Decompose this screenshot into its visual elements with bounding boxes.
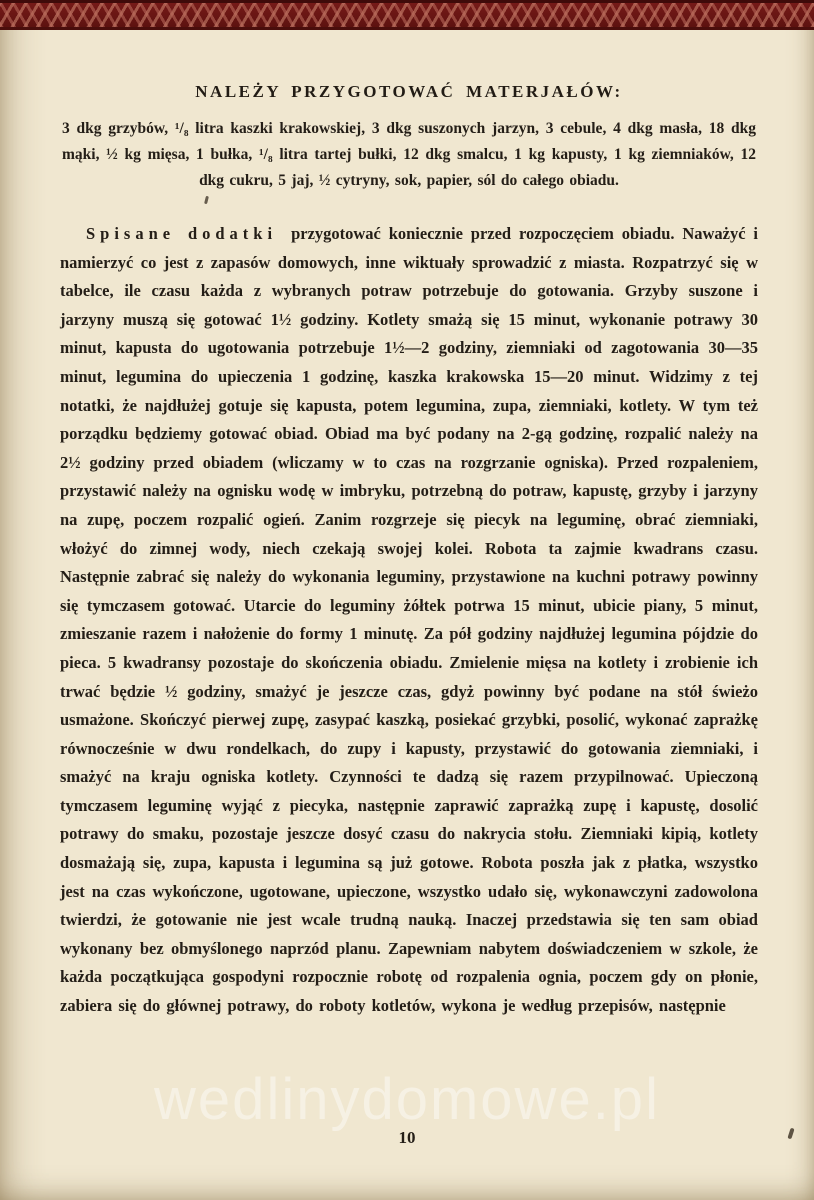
- body-rest-text: przygotować koniecznie przed rozpoczęciem obiadu. Naważyć i namierzyć co jest z zapasów domowych, inne wiktuały sprowadzić z miasta. Rozpatrzyć się w tabelce, ile czasu każda z wybranych potraw potrzebuje do gotowania. Grzyby suszone i jarzyny muszą się gotować 1½ godziny. Kotlety smażą się 15 minut, wykonanie potrawy 30 minut, kapusta do ugotowania potrzebuje 1½—2 godziny, ziemniaki od zagotowania 30—35 minut, legumina do upieczenia 1 godzinę, kaszka krakowska 15—20 minut. Widzimy z tej notatki, że najdłużej gotuje się kapusta, potem legumina, zupa, ziemniaki, kotlety. W tym też porządku będziemy gotować obiad. Obiad ma być podany na 2-gą godzinę, rozpalić należy na 2½ godziny przed obiadem (wliczamy w to czas na rozgrzanie ogniska). Przed rozpaleniem, przystawić należy na ognisku wodę w imbryku, potrzebną do potraw, kapustę, grzyby i jarzyny na zupę, poczem rozpalić ogień. Zanim rozgrzeje się piecyk na leguminę, obrać ziemniaki, włożyć do zimnej wody, niech czekają swojej kolei. Robota ta zajmie kwadrans czasu. Następnie zabrać się należy do wykonania leguminy, przystawione na kuchni potrawy powinny się tymczasem gotować. Utarcie do leguminy żółtek potrwa 15 minut, ubicie piany, 5 minut, zmieszanie razem i nałożenie do formy 1 minutę. Za pół godziny najdłużej legumina pójdzie do pieca. 5 kwadransy pozostaje do skończenia obiadu. Zmielenie mięsa na kotlety i zrobienie ich trwać będzie ½ godziny, smażyć je jeszcze czas, gdyż powinny być podane na stół świeżo usmażone. Skończyć pierwej zupę, zasypać kaszką, posiekać grzybki, posolić, wykonać zaprażkę równocześnie w dwu rondelkach, do zupy i kapusty, przystawić do gotowania ziemniaki, i smażyć na kraju ogniska kotlety. Czynności te dadzą się razem przypilnować. Upieczoną tymczasem leguminę wyjąć z piecyka, następnie zaprawić zaprażką zupę i kapustę, dosolić potrawy do smaku, pozostaje jeszcze dosyć czasu do nakrycia stołu. Ziemniaki kipią, kotlety dosmażają się, zupa, kapusta i legumina są już gotowe. Robota poszła jak z płatka, wszystko jest na czas wykończone, ugotowane, upieczone, wszystko udało się, wykonawczyni zadowolona twierdzi, że gotowanie nie jest wcale trudną nauką. Inaczej przedstawia się ten sam obiad wykonany bez obmyślonego naprzód planu. Zapewniam nabytem doświadczeniem w szkole, że każda początkująca gospodyni rozpocznie robotę od rozpalenia ognia, poczem gdy on płonie, zabiera się do głównej potrawy, do roboty kotletów, wykona je według przepisów, następnie: [60, 224, 758, 1016]
- body-paragraph: [60, 220, 758, 1021]
- page-content: [0, 30, 814, 1021]
- decorative-border: [0, 0, 814, 30]
- section-heading: NALEŻY PRZYGOTOWAĆ MATERJAŁÓW:: [195, 82, 623, 101]
- page-number: 10: [398, 1128, 416, 1147]
- watermark: wedlinydomowe.pl: [154, 1067, 660, 1132]
- body-lead-words: Spisane dodatki: [86, 224, 278, 243]
- ingredients-paragraph: 3 dkg grzybów, ¹/₈ litra kaszki krakowskiej, 3 dkg suszonych jarzyn, 3 cebule, 4 dkg masła, 18 dkg mąki, ½ kg mięsa, 1 bułka, ¹/₈ litra tartej bułki, 12 dkg smalcu, 1 kg kapusty, 1 kg ziemniaków, 12 dkg cukru, 5 jaj, ½ cytryny, sok, papier, sól do całego obiadu.: [62, 120, 756, 189]
